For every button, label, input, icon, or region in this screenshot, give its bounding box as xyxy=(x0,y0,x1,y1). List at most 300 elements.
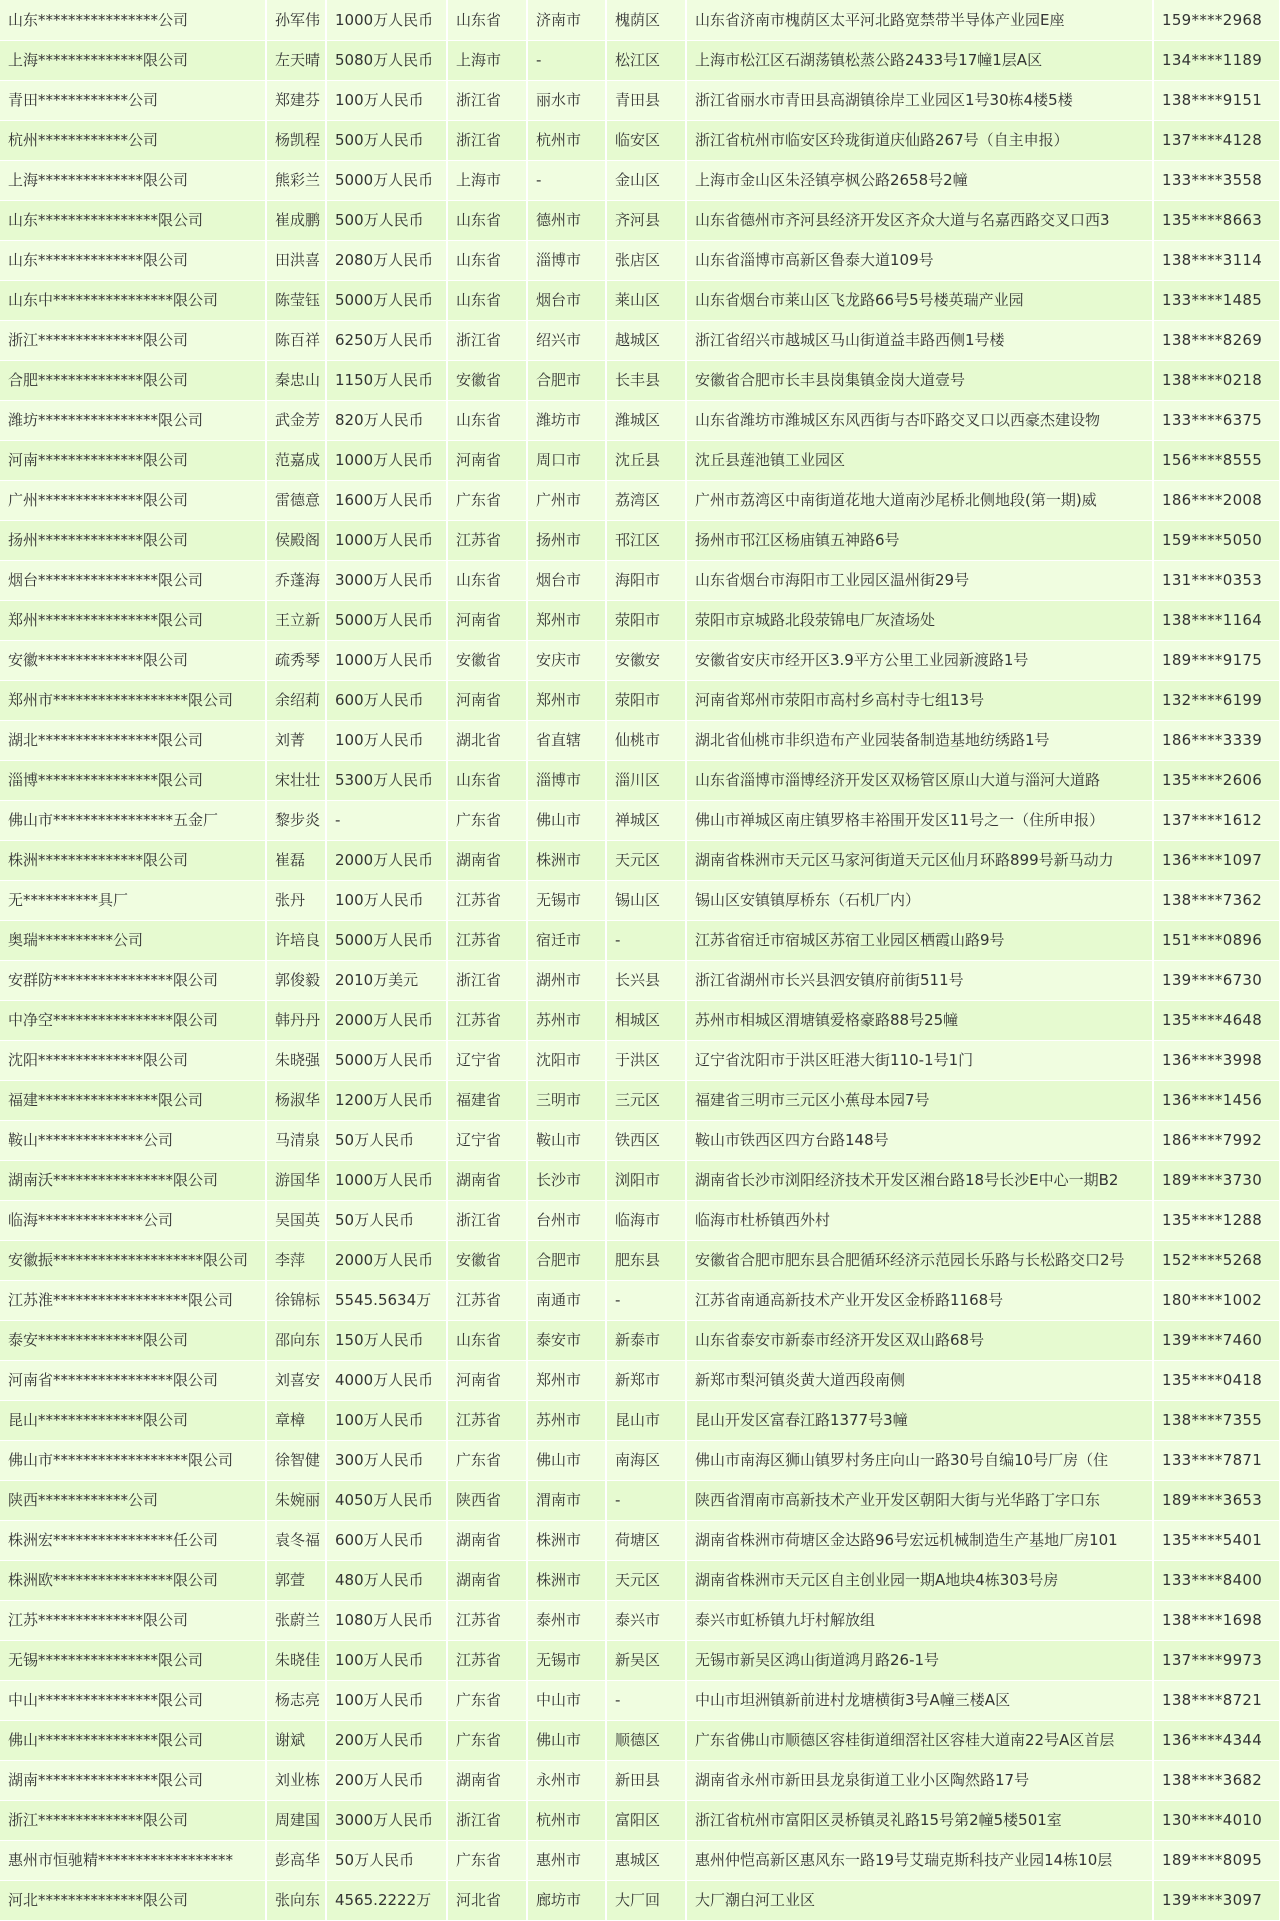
company-name-cell: 河南省****************限公司 xyxy=(0,1360,266,1400)
city-cell: 惠州市 xyxy=(527,1840,606,1880)
city-cell: 无锡市 xyxy=(527,1640,606,1680)
legal-rep-cell: 郑建芬 xyxy=(266,80,326,120)
legal-rep-cell: 朱婉丽 xyxy=(266,1480,326,1520)
legal-rep-cell: 刘菁 xyxy=(266,720,326,760)
phone-cell: 138****1164 xyxy=(1153,600,1280,640)
district-cell: 肥东县 xyxy=(606,1240,686,1280)
city-cell: 杭州市 xyxy=(527,120,606,160)
district-cell: 荥阳市 xyxy=(606,600,686,640)
address-cell: 昆山开发区富春江路1377号3幢 xyxy=(686,1400,1153,1440)
legal-rep-cell: 乔蓬海 xyxy=(266,560,326,600)
company-name-cell: 浙江**************限公司 xyxy=(0,1800,266,1840)
city-cell: 沈阳市 xyxy=(527,1040,606,1080)
registered-capital-cell: 600万人民币 xyxy=(326,680,447,720)
province-cell: 安徽省 xyxy=(447,640,527,680)
province-cell: 山东省 xyxy=(447,1320,527,1360)
phone-cell: 159****5050 xyxy=(1153,520,1280,560)
table-row xyxy=(0,400,1280,440)
phone-cell: 186****3339 xyxy=(1153,720,1280,760)
company-name-cell: 淄博****************限公司 xyxy=(0,760,266,800)
legal-rep-cell: 游国华 xyxy=(266,1160,326,1200)
city-cell: 苏州市 xyxy=(527,1000,606,1040)
city-cell: 淄博市 xyxy=(527,760,606,800)
table-row xyxy=(0,1480,1280,1520)
table-row xyxy=(0,720,1280,760)
legal-rep-cell: 左天晴 xyxy=(266,40,326,80)
phone-cell: 189****3730 xyxy=(1153,1160,1280,1200)
district-cell: 长丰县 xyxy=(606,360,686,400)
legal-rep-cell: 许培良 xyxy=(266,920,326,960)
table-row xyxy=(0,240,1280,280)
province-cell: 广东省 xyxy=(447,1840,527,1880)
province-cell: 广东省 xyxy=(447,1680,527,1720)
district-cell: 邗江区 xyxy=(606,520,686,560)
district-cell: 相城区 xyxy=(606,1000,686,1040)
registered-capital-cell: 5000万人民币 xyxy=(326,160,447,200)
province-cell: 江苏省 xyxy=(447,920,527,960)
legal-rep-cell: 武金芳 xyxy=(266,400,326,440)
company-name-cell: 安徽**************限公司 xyxy=(0,640,266,680)
table-row xyxy=(0,1520,1280,1560)
table-row xyxy=(0,1320,1280,1360)
company-name-cell: 郑州市******************限公司 xyxy=(0,680,266,720)
phone-cell: 137****1612 xyxy=(1153,800,1280,840)
table-row xyxy=(0,1160,1280,1200)
address-cell: 新郑市梨河镇炎黄大道西段南侧 xyxy=(686,1360,1153,1400)
phone-cell: 138****8269 xyxy=(1153,320,1280,360)
city-cell: 德州市 xyxy=(527,200,606,240)
address-cell: 山东省泰安市新泰市经济开发区双山路68号 xyxy=(686,1320,1153,1360)
table-row xyxy=(0,760,1280,800)
province-cell: 上海市 xyxy=(447,160,527,200)
city-cell: 济南市 xyxy=(527,0,606,40)
province-cell: 广东省 xyxy=(447,1720,527,1760)
address-cell: 浙江省杭州市富阳区灵桥镇灵礼路15号第2幢5楼501室 xyxy=(686,1800,1153,1840)
address-cell: 湖南省永州市新田县龙泉街道工业小区陶然路17号 xyxy=(686,1760,1153,1800)
district-cell: 沈丘县 xyxy=(606,440,686,480)
city-cell: 合肥市 xyxy=(527,360,606,400)
legal-rep-cell: 陈百祥 xyxy=(266,320,326,360)
district-cell: 莱山区 xyxy=(606,280,686,320)
province-cell: 安徽省 xyxy=(447,1240,527,1280)
district-cell: 仙桃市 xyxy=(606,720,686,760)
company-name-cell: 杭州************公司 xyxy=(0,120,266,160)
registered-capital-cell: 300万人民币 xyxy=(326,1440,447,1480)
table-row xyxy=(0,1560,1280,1600)
phone-cell: 133****8400 xyxy=(1153,1560,1280,1600)
registered-capital-cell: 5000万人民币 xyxy=(326,1040,447,1080)
city-cell: 三明市 xyxy=(527,1080,606,1120)
address-cell: 安徽省合肥市肥东县合肥循环经济示范园长乐路与长松路交口2号 xyxy=(686,1240,1153,1280)
table-row xyxy=(0,880,1280,920)
province-cell: 江苏省 xyxy=(447,1000,527,1040)
company-name-cell: 中山****************限公司 xyxy=(0,1680,266,1720)
legal-rep-cell: 崔成鹏 xyxy=(266,200,326,240)
legal-rep-cell: 李萍 xyxy=(266,1240,326,1280)
province-cell: 河南省 xyxy=(447,440,527,480)
registered-capital-cell: 50万人民币 xyxy=(326,1200,447,1240)
district-cell: - xyxy=(606,1480,686,1520)
district-cell: 临安区 xyxy=(606,120,686,160)
province-cell: 福建省 xyxy=(447,1080,527,1120)
province-cell: 江苏省 xyxy=(447,880,527,920)
phone-cell: 156****8555 xyxy=(1153,440,1280,480)
legal-rep-cell: 邵向东 xyxy=(266,1320,326,1360)
company-name-cell: 上海**************限公司 xyxy=(0,160,266,200)
registered-capital-cell: 4565.2222万 xyxy=(326,1880,447,1920)
district-cell: 新田县 xyxy=(606,1760,686,1800)
province-cell: 安徽省 xyxy=(447,360,527,400)
legal-rep-cell: 郭萱 xyxy=(266,1560,326,1600)
address-cell: 佛山市南海区狮山镇罗村务庄向山一路30号自编10号厂房（住 xyxy=(686,1440,1153,1480)
registered-capital-cell: 5000万人民币 xyxy=(326,920,447,960)
province-cell: 湖北省 xyxy=(447,720,527,760)
registered-capital-cell: 600万人民币 xyxy=(326,1520,447,1560)
address-cell: 陕西省渭南市高新技术产业开发区朝阳大街与光华路丁字口东 xyxy=(686,1480,1153,1520)
district-cell: 惠城区 xyxy=(606,1840,686,1880)
company-name-cell: 株洲宏****************任公司 xyxy=(0,1520,266,1560)
company-name-cell: 烟台****************限公司 xyxy=(0,560,266,600)
table-row xyxy=(0,200,1280,240)
district-cell: 铁西区 xyxy=(606,1120,686,1160)
registered-capital-cell: 200万人民币 xyxy=(326,1760,447,1800)
table-row xyxy=(0,1880,1280,1920)
table-row xyxy=(0,1600,1280,1640)
company-name-cell: 湖南沃****************限公司 xyxy=(0,1160,266,1200)
district-cell: - xyxy=(606,1280,686,1320)
province-cell: 上海市 xyxy=(447,40,527,80)
registered-capital-cell: 5545.5634万 xyxy=(326,1280,447,1320)
registered-capital-cell: 50万人民币 xyxy=(326,1120,447,1160)
legal-rep-cell: 张丹 xyxy=(266,880,326,920)
address-cell: 山东省淄博市淄博经济开发区双杨管区原山大道与淄河大道路 xyxy=(686,760,1153,800)
district-cell: 越城区 xyxy=(606,320,686,360)
company-name-cell: 佛山市******************限公司 xyxy=(0,1440,266,1480)
district-cell: 于洪区 xyxy=(606,1040,686,1080)
address-cell: 荥阳市京城路北段荥锦电厂灰渣场处 xyxy=(686,600,1153,640)
city-cell: 郑州市 xyxy=(527,600,606,640)
table-row xyxy=(0,920,1280,960)
address-cell: 江苏省南通高新技术产业开发区金桥路1168号 xyxy=(686,1280,1153,1320)
phone-cell: 135****5401 xyxy=(1153,1520,1280,1560)
address-cell: 江苏省宿迁市宿城区苏宿工业园区栖霞山路9号 xyxy=(686,920,1153,960)
address-cell: 安徽省安庆市经开区3.9平方公里工业园新渡路1号 xyxy=(686,640,1153,680)
company-name-cell: 山东中****************限公司 xyxy=(0,280,266,320)
company-name-cell: 青田************公司 xyxy=(0,80,266,120)
phone-cell: 139****3097 xyxy=(1153,1880,1280,1920)
city-cell: 佛山市 xyxy=(527,1720,606,1760)
registered-capital-cell: 2000万人民币 xyxy=(326,1240,447,1280)
city-cell: 郑州市 xyxy=(527,680,606,720)
company-name-cell: 安群防****************限公司 xyxy=(0,960,266,1000)
province-cell: 江苏省 xyxy=(447,520,527,560)
district-cell: 禅城区 xyxy=(606,800,686,840)
district-cell: 长兴县 xyxy=(606,960,686,1000)
company-name-cell: 山东****************公司 xyxy=(0,0,266,40)
table-row xyxy=(0,1280,1280,1320)
phone-cell: 138****7362 xyxy=(1153,880,1280,920)
address-cell: 山东省济南市槐荫区太平河北路宽禁带半导体产业园E座 xyxy=(686,0,1153,40)
phone-cell: 136****4344 xyxy=(1153,1720,1280,1760)
address-cell: 湖南省株洲市天元区马家河街道天元区仙月环路899号新马动力 xyxy=(686,840,1153,880)
province-cell: 广东省 xyxy=(447,1440,527,1480)
registered-capital-cell: 4000万人民币 xyxy=(326,1360,447,1400)
legal-rep-cell: 朱晓佳 xyxy=(266,1640,326,1680)
company-name-cell: 潍坊****************限公司 xyxy=(0,400,266,440)
table-row xyxy=(0,640,1280,680)
company-name-cell: 河北**************限公司 xyxy=(0,1880,266,1920)
city-cell: 杭州市 xyxy=(527,1800,606,1840)
phone-cell: 131****0353 xyxy=(1153,560,1280,600)
address-cell: 福建省三明市三元区小蕉母本园7号 xyxy=(686,1080,1153,1120)
table-row xyxy=(0,480,1280,520)
district-cell: 松江区 xyxy=(606,40,686,80)
company-name-cell: 上海**************限公司 xyxy=(0,40,266,80)
city-cell: 佛山市 xyxy=(527,1440,606,1480)
registered-capital-cell: 150万人民币 xyxy=(326,1320,447,1360)
table-row xyxy=(0,960,1280,1000)
table-row xyxy=(0,1400,1280,1440)
phone-cell: 139****6730 xyxy=(1153,960,1280,1000)
district-cell: 顺德区 xyxy=(606,1720,686,1760)
legal-rep-cell: 吴国英 xyxy=(266,1200,326,1240)
province-cell: 山东省 xyxy=(447,560,527,600)
legal-rep-cell: 宋壮壮 xyxy=(266,760,326,800)
company-name-cell: 湖北****************限公司 xyxy=(0,720,266,760)
legal-rep-cell: 章樟 xyxy=(266,1400,326,1440)
phone-cell: 138****0218 xyxy=(1153,360,1280,400)
city-cell: 永州市 xyxy=(527,1760,606,1800)
registered-capital-cell: 1000万人民币 xyxy=(326,520,447,560)
address-cell: 湖北省仙桃市非织造布产业园装备制造基地纺绣路1号 xyxy=(686,720,1153,760)
registered-capital-cell: 1000万人民币 xyxy=(326,440,447,480)
city-cell: 绍兴市 xyxy=(527,320,606,360)
province-cell: 江苏省 xyxy=(447,1400,527,1440)
company-name-cell: 佛山****************限公司 xyxy=(0,1720,266,1760)
district-cell: 齐河县 xyxy=(606,200,686,240)
province-cell: 湖南省 xyxy=(447,1520,527,1560)
registered-capital-cell: 5080万人民币 xyxy=(326,40,447,80)
phone-cell: 133****7871 xyxy=(1153,1440,1280,1480)
phone-cell: 186****7992 xyxy=(1153,1120,1280,1160)
city-cell: 烟台市 xyxy=(527,280,606,320)
province-cell: 河南省 xyxy=(447,600,527,640)
table-row xyxy=(0,1760,1280,1800)
table-row xyxy=(0,40,1280,80)
phone-cell: 180****1002 xyxy=(1153,1280,1280,1320)
table-row xyxy=(0,1440,1280,1480)
district-cell: 昆山市 xyxy=(606,1400,686,1440)
district-cell: 天元区 xyxy=(606,1560,686,1600)
table-row xyxy=(0,80,1280,120)
company-name-cell: 山东****************限公司 xyxy=(0,200,266,240)
district-cell: 张店区 xyxy=(606,240,686,280)
table-row xyxy=(0,1640,1280,1680)
phone-cell: 135****8663 xyxy=(1153,200,1280,240)
address-cell: 安徽省合肥市长丰县岗集镇金岗大道壹号 xyxy=(686,360,1153,400)
legal-rep-cell: 韩丹丹 xyxy=(266,1000,326,1040)
phone-cell: 134****1189 xyxy=(1153,40,1280,80)
province-cell: 浙江省 xyxy=(447,1200,527,1240)
address-cell: 山东省德州市齐河县经济开发区齐众大道与名嘉西路交叉口西3 xyxy=(686,200,1153,240)
address-cell: 辽宁省沈阳市于洪区旺港大街110-1号1门 xyxy=(686,1040,1153,1080)
registered-capital-cell: 2000万人民币 xyxy=(326,840,447,880)
district-cell: 锡山区 xyxy=(606,880,686,920)
registered-capital-cell: 3000万人民币 xyxy=(326,1800,447,1840)
registered-capital-cell: 200万人民币 xyxy=(326,1720,447,1760)
city-cell: 中山市 xyxy=(527,1680,606,1720)
province-cell: 浙江省 xyxy=(447,1800,527,1840)
company-name-cell: 无**********具厂 xyxy=(0,880,266,920)
address-cell: 扬州市邗江区杨庙镇五神路6号 xyxy=(686,520,1153,560)
address-cell: 上海市金山区朱泾镇亭枫公路2658号2幢 xyxy=(686,160,1153,200)
city-cell: 廊坊市 xyxy=(527,1880,606,1920)
district-cell: 南海区 xyxy=(606,1440,686,1480)
phone-cell: 137****9973 xyxy=(1153,1640,1280,1680)
address-cell: 苏州市相城区渭塘镇爱格豪路88号25幢 xyxy=(686,1000,1153,1040)
address-cell: 山东省潍坊市潍城区东风西街与杏吓路交叉口以西豪杰建设物 xyxy=(686,400,1153,440)
legal-rep-cell: 张蔚兰 xyxy=(266,1600,326,1640)
city-cell: 淄博市 xyxy=(527,240,606,280)
table-row xyxy=(0,1680,1280,1720)
table-row xyxy=(0,1720,1280,1760)
registered-capital-cell: 4050万人民币 xyxy=(326,1480,447,1520)
registered-capital-cell: 1150万人民币 xyxy=(326,360,447,400)
table-row xyxy=(0,1240,1280,1280)
registered-capital-cell: 5000万人民币 xyxy=(326,600,447,640)
address-cell: 大厂潮白河工业区 xyxy=(686,1880,1153,1920)
city-cell: 宿迁市 xyxy=(527,920,606,960)
province-cell: 江苏省 xyxy=(447,1600,527,1640)
district-cell: 大厂回 xyxy=(606,1880,686,1920)
address-cell: 上海市松江区石湖荡镇松蒸公路2433号17幢1层A区 xyxy=(686,40,1153,80)
registered-capital-cell: - xyxy=(326,800,447,840)
company-name-cell: 浙江**************限公司 xyxy=(0,320,266,360)
company-name-cell: 郑州****************限公司 xyxy=(0,600,266,640)
table-row xyxy=(0,160,1280,200)
company-name-cell: 鞍山**************公司 xyxy=(0,1120,266,1160)
city-cell: 潍坊市 xyxy=(527,400,606,440)
district-cell: 荷塘区 xyxy=(606,1520,686,1560)
address-cell: 惠州仲恺高新区惠风东一路19号艾瑞克斯科技产业园14栋10层 xyxy=(686,1840,1153,1880)
address-cell: 鞍山市铁西区四方台路148号 xyxy=(686,1120,1153,1160)
city-cell: 广州市 xyxy=(527,480,606,520)
address-cell: 锡山区安镇镇厚桥东（石机厂内） xyxy=(686,880,1153,920)
address-cell: 湖南省长沙市浏阳经济技术开发区湘台路18号长沙E中心一期B2 xyxy=(686,1160,1153,1200)
phone-cell: 186****2008 xyxy=(1153,480,1280,520)
address-cell: 临海市杜桥镇西外村 xyxy=(686,1200,1153,1240)
city-cell: 无锡市 xyxy=(527,880,606,920)
city-cell: 扬州市 xyxy=(527,520,606,560)
company-name-cell: 安徽振********************限公司 xyxy=(0,1240,266,1280)
district-cell: 泰兴市 xyxy=(606,1600,686,1640)
table-row xyxy=(0,800,1280,840)
legal-rep-cell: 杨凯程 xyxy=(266,120,326,160)
company-name-cell: 奥瑞**********公司 xyxy=(0,920,266,960)
province-cell: 广东省 xyxy=(447,480,527,520)
company-name-cell: 福建****************限公司 xyxy=(0,1080,266,1120)
table-row xyxy=(0,1120,1280,1160)
registered-capital-cell: 5000万人民币 xyxy=(326,280,447,320)
company-name-cell: 沈阳**************限公司 xyxy=(0,1040,266,1080)
phone-cell: 138****3682 xyxy=(1153,1760,1280,1800)
address-cell: 无锡市新吴区鸿山街道鸿月路26-1号 xyxy=(686,1640,1153,1680)
legal-rep-cell: 侯殿阁 xyxy=(266,520,326,560)
table-row xyxy=(0,1800,1280,1840)
district-cell: 淄川区 xyxy=(606,760,686,800)
registered-capital-cell: 1600万人民币 xyxy=(326,480,447,520)
city-cell: 省直辖 xyxy=(527,720,606,760)
company-name-cell: 江苏淮******************限公司 xyxy=(0,1280,266,1320)
district-cell: 天元区 xyxy=(606,840,686,880)
province-cell: 江苏省 xyxy=(447,1280,527,1320)
address-cell: 湖南省株洲市荷塘区金达路96号宏远机械制造生产基地厂房101 xyxy=(686,1520,1153,1560)
table-row xyxy=(0,1080,1280,1120)
legal-rep-cell: 熊彩兰 xyxy=(266,160,326,200)
city-cell: 泰州市 xyxy=(527,1600,606,1640)
phone-cell: 133****3558 xyxy=(1153,160,1280,200)
province-cell: 浙江省 xyxy=(447,320,527,360)
city-cell: 株洲市 xyxy=(527,1560,606,1600)
district-cell: 荔湾区 xyxy=(606,480,686,520)
province-cell: 山东省 xyxy=(447,200,527,240)
city-cell: 合肥市 xyxy=(527,1240,606,1280)
city-cell: 湖州市 xyxy=(527,960,606,1000)
address-cell: 浙江省杭州市临安区玲珑街道庆仙路267号（自主申报） xyxy=(686,120,1153,160)
address-cell: 佛山市禅城区南庄镇罗格丰裕围开发区11号之一（住所申报） xyxy=(686,800,1153,840)
phone-cell: 135****2606 xyxy=(1153,760,1280,800)
legal-rep-cell: 徐锦标 xyxy=(266,1280,326,1320)
company-name-cell: 江苏**************限公司 xyxy=(0,1600,266,1640)
table-row xyxy=(0,1000,1280,1040)
registered-capital-cell: 100万人民币 xyxy=(326,1680,447,1720)
company-name-cell: 无锡****************限公司 xyxy=(0,1640,266,1680)
legal-rep-cell: 郭俊毅 xyxy=(266,960,326,1000)
province-cell: 广东省 xyxy=(447,800,527,840)
province-cell: 江苏省 xyxy=(447,1640,527,1680)
registered-capital-cell: 2080万人民币 xyxy=(326,240,447,280)
table-row xyxy=(0,280,1280,320)
legal-rep-cell: 黎步炎 xyxy=(266,800,326,840)
company-name-cell: 中净空****************限公司 xyxy=(0,1000,266,1040)
district-cell: 临海市 xyxy=(606,1200,686,1240)
district-cell: 安徽安 xyxy=(606,640,686,680)
address-cell: 河南省郑州市荥阳市高村乡高村寺七组13号 xyxy=(686,680,1153,720)
phone-cell: 133****1485 xyxy=(1153,280,1280,320)
phone-cell: 138****8721 xyxy=(1153,1680,1280,1720)
company-name-cell: 河南**************限公司 xyxy=(0,440,266,480)
address-cell: 浙江省湖州市长兴县泗安镇府前街511号 xyxy=(686,960,1153,1000)
phone-cell: 136****1456 xyxy=(1153,1080,1280,1120)
city-cell: 丽水市 xyxy=(527,80,606,120)
phone-cell: 132****6199 xyxy=(1153,680,1280,720)
registered-capital-cell: 820万人民币 xyxy=(326,400,447,440)
legal-rep-cell: 谢斌 xyxy=(266,1720,326,1760)
legal-rep-cell: 刘喜安 xyxy=(266,1360,326,1400)
registered-capital-cell: 3000万人民币 xyxy=(326,560,447,600)
table-row xyxy=(0,360,1280,400)
company-name-cell: 昆山**************限公司 xyxy=(0,1400,266,1440)
province-cell: 山东省 xyxy=(447,400,527,440)
table-row xyxy=(0,440,1280,480)
table-row xyxy=(0,520,1280,560)
province-cell: 山东省 xyxy=(447,0,527,40)
phone-cell: 189****9175 xyxy=(1153,640,1280,680)
registered-capital-cell: 1000万人民币 xyxy=(326,640,447,680)
legal-rep-cell: 王立新 xyxy=(266,600,326,640)
registered-capital-cell: 500万人民币 xyxy=(326,120,447,160)
province-cell: 湖南省 xyxy=(447,1560,527,1600)
